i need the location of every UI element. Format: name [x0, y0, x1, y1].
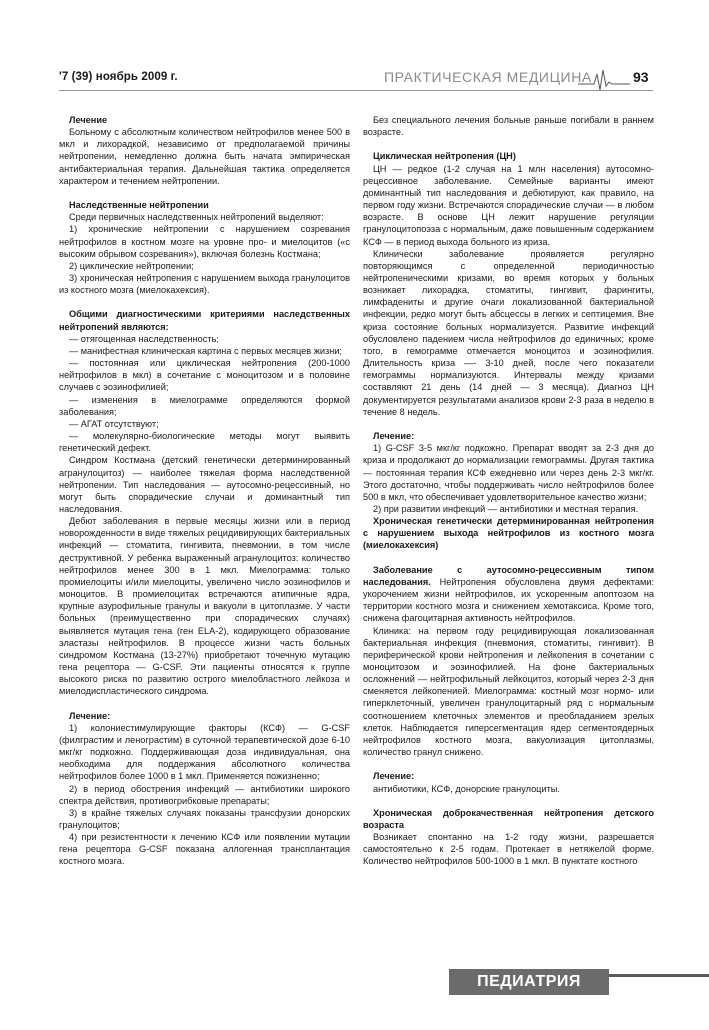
left-column — [59, 114, 350, 868]
paragraph-spacer — [59, 296, 350, 308]
paragraph: — молекулярно-биологические методы могут выявить генетический дефект. — [59, 431, 350, 454]
paragraph-spacer — [59, 187, 350, 199]
paragraph-spacer — [363, 758, 654, 770]
paragraph-text: Нейтропения обусловлена двумя дефектами: укорочением жизни нейтрофилов, их ускоренным апоптозом на территории костного мозга и снижением хемотаксиса. Кроме того, снижена фагоцитарная активность нейтрофилов. — [363, 576, 654, 624]
paragraph: 1) G-CSF 3-5 мкг/кг подкожно. Препарат вводят за 2-3 дня до криза и продолжают до нормализации гемограммы. Другая тактика — постоянная терапия КСФ ежедневно или через день 2-3 мкг/кг. Этого достаточно, чтобы поддерживать число нейтрофилов более 500 в мкл, что обеспечивает удовлетворительное качество жизни; — [363, 443, 654, 502]
section-heading: Хроническая генетически детерминированная нейтропения с нарушением выхода нейтрофилов из костного мозга (миелокахексия) — [363, 516, 654, 551]
paragraph: Клиника: на первом году рецидивирующая локализованная бактериальная инфекция (пневмония, стоматиты, гингивит). В периферической крови нейтропения и лейкопения в сочетании с моноцитозом и эозинофилией. На фоне бактериальных осложнений — нейтрофильный лейкоцитоз, который через 2-3 дня сменяется лейкопенией. Миелограмма: костный мозг нормо- или гиперклеточный, увеличен гранулоцитарный ряд с нормальным соотношением клеточных элементов и преобладанием зрелых клеток. Наблюдается гиперсегментация ядер сегментоядерных нейтрофилов костного мозга, вакуолизация цитоплазмы, количество гранул снижено. — [363, 625, 654, 758]
paragraph: — АГАТ отсутствуют; — [69, 418, 159, 429]
paragraph-spacer — [59, 697, 350, 709]
header-rule — [59, 90, 653, 91]
paragraph: 2) циклические нейтропении; — [69, 260, 194, 271]
section-heading: Лечение: — [373, 771, 415, 782]
paragraph: Возникает спонтанно на 1-2 году жизни, разрешается самостоятельно к 2-5 годам. Протекает в нетяжелой форме. Количество нейтрофилов 500-1000 в 1 мкл. В пунктате костного — [363, 832, 654, 867]
paragraph: — изменения в миелограмме определяются формой заболевания; — [59, 394, 350, 417]
paragraph-spacer — [363, 138, 654, 150]
paragraph: 3) в крайне тяжелых случаях показаны трансфузии донорских гранулоцитов; — [59, 807, 350, 831]
paragraph: 2) при развитии инфекций — антибиотики и местная терапия. — [373, 503, 639, 514]
section-heading: Наследственные нейтропении — [69, 200, 209, 211]
section-heading: Циклическая нейтропения (ЦН) — [373, 151, 516, 162]
paragraph: 4) при резистентности к лечению КСФ или появлении мутации гена рецептора G-CSF показана аллогенная трансплантация костного мозга. — [59, 832, 350, 867]
header-issue: '7 (39) ноябрь 2009 г. — [59, 71, 178, 83]
section-heading: Общими диагностическими критериями наследственных нейтропений являются: — [59, 309, 350, 332]
paragraph: Синдром Костмана (детский генетически детерминированный агранулоцитоз) — наиболее тяжелая форма наследственной нейтропении. Тип наследования — аутосомно-рецессивный, но могут быть спорадические случаи и доминантный тип наследования. — [59, 455, 350, 514]
paragraph — [363, 564, 654, 625]
paragraph: Без специального лечения больные раньше погибали в раннем возрасте. — [363, 115, 654, 138]
section-label: ПЕДИАТРИЯ — [449, 969, 609, 995]
paragraph: антибиотики, КСФ, донорские гранулоциты. — [373, 783, 560, 794]
section-heading: Лечение: — [373, 431, 415, 442]
paragraph: Дебют заболевания в первые месяцы жизни или в период новорожденности в виде тяжелых рецидивирующих бактериальных инфекций — стоматита, гингивита, пневмонии, в том числе деструктивной. У ребенка выраженный агранулоцитоз: количество нейтрофилов менее 300 в 1 мкл. Миелограмма: только промиелоциты и/или миелоциты, увеличено число эозинофилов и моноцитов. В промиелоцитах встречаются атипичные ядра, крупные азурофильные гранулы и вакуоли в цитоплазме. У части больных (преимущественно при спорадических случаях) выявляется мутация гена (ген ELA-2), кодирующего образование эластазы нейтрофилов. В процессе жизни часть больных синдромом Костмана (13-27%) приобретают точечную мутацию гена рецептора — G-CSF. Эти пациенты относятся к группе высокого риска по развитию острого миелобластного лейкоза и миелодиспластического синдрома. — [59, 516, 350, 697]
section-heading: Хроническая доброкачественная нейтропения детского возраста — [363, 807, 654, 830]
pulse-line-icon — [578, 66, 630, 92]
section-heading: Лечение — [69, 115, 108, 125]
paragraph: Среди первичных наследственных нейтропений выделяют: — [69, 212, 324, 223]
paragraph: 1) хронические нейтропении с нарушением созревания нейтрофилов в костном мозге на уровне про- и миелоцитов («с высоким обрывом созревания»), включая болезнь Костмана; — [59, 224, 350, 259]
paragraph: Больному с абсолютным количеством нейтрофилов менее 500 в мкл и лихорадкой, независимо от предполагаемой причины нейтропении, немедленно должна быть начата эмпирическая антибактериальная терапия. Дальнейшая тактика определяется характером и течением нейтропении. — [59, 127, 350, 186]
paragraph: — манифестная клиническая картина с первых месяцев жизни; — [69, 345, 342, 356]
journal-title: ПРАКТИЧЕСКАЯ МЕДИЦИНА — [384, 69, 592, 85]
page-number: 93 — [633, 69, 649, 85]
bold-lead: Заболевание с аутосомно-рецессивным типом наследования. — [363, 564, 654, 587]
paragraph-spacer — [363, 795, 654, 807]
paragraph-spacer — [363, 418, 654, 430]
paragraph-spacer — [363, 552, 654, 564]
right-column — [363, 114, 654, 868]
section-heading: Лечение: — [69, 710, 111, 721]
paragraph: 3) хроническая нейтропения с нарушением выхода гранулоцитов из костного мозга (миелокахексия). — [59, 273, 350, 296]
paragraph: ЦН — редкое (1-2 случая на 1 млн населения) аутосомно-рецессивное заболевание. Семейные варианты имеют доминантный тип наследования и дебютируют, как правило, на первом году жизни. Встречаются спорадические случаи — в любом возрасте. В основе ЦН лежит нарушение регуляции гранулоцитопоэза с нормальным, даже повышенным содержанием КСФ — в период выхода больного из криза. — [363, 163, 654, 247]
paragraph: — постоянная или циклическая нейтропения (200-1000 нейтрофилов в мкл) в сочетание с моноцитозом и в половине случаев с эозинофилией; — [59, 358, 350, 393]
paragraph: 2) в период обострения инфекций — антибиотики широкого спектра действия, противогрибковые препараты; — [59, 783, 350, 806]
paragraph: — отягощенная наследственность; — [69, 333, 219, 344]
paragraph: 1) колониестимулирующие факторы (КСФ) — G-CSF (филграстим и ленограстим) в суточной терапевтической дозе 6-10 мкг/кг подкожно. Поддерживающая доза индивидуальная, она необходима для поддержания абсолютного количества нейтрофилов более 1000 в 1 мкл. Применяется пожизненно; — [59, 722, 350, 782]
paragraph: Клинически заболевание проявляется регулярно повторяющимся с определенной периодичностью нейтропеническими кризами, во время которых у больных возникает лихорадка, стоматиты, гингивит, фарингиты, лимфадениты и другие очаги локализованной бактериальной инфекции, редко могут быть абсцессы в легких и септицемия. Вне криза состояние больных нормализуется. Развитие инфекций обусловлено падением числа нейтрофилов до единичных; кроме того, в гемограмме отмечается моноцитоз и эозинофилия. Длительность криза —- 3-10 дней, после чего показатели гемограммы нормализуются. Интервалы между кризами составляют 21 день (14 дней — 3 месяца). Диагноз ЦН документируется результатами анализов крови 2-3 раза в неделю в течение 8 недель. — [363, 248, 654, 417]
